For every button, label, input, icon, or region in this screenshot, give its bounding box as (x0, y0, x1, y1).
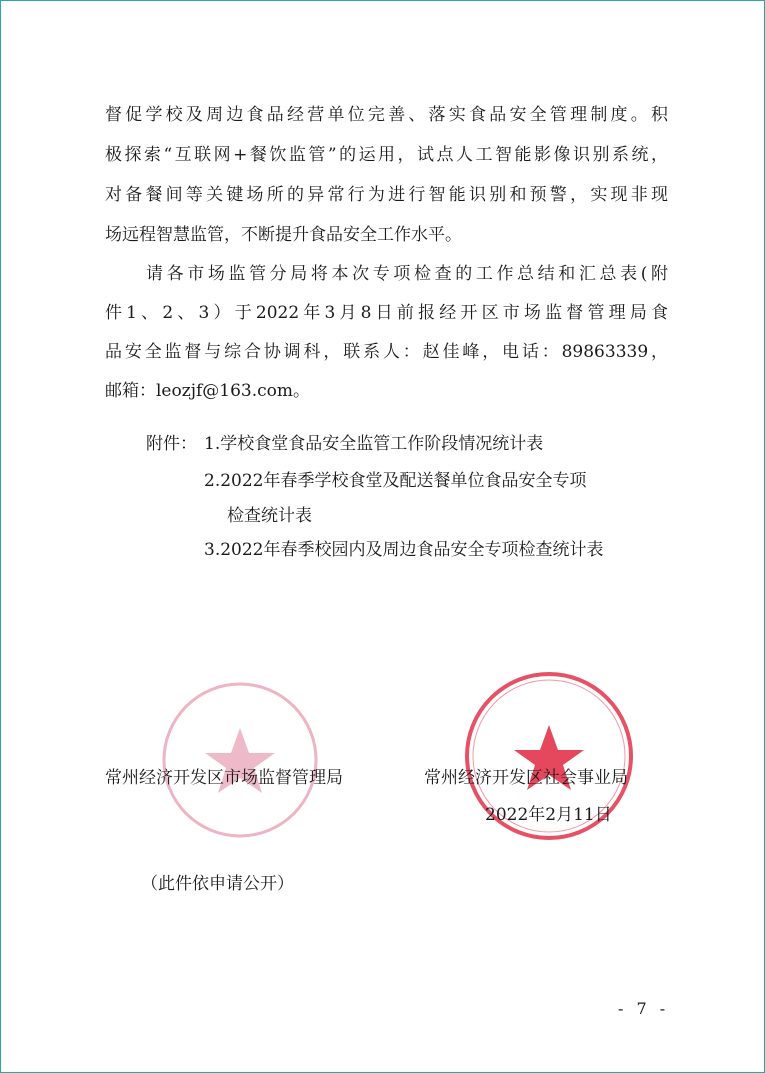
body-line: 邮箱：leozjf@163.com。 (105, 381, 310, 401)
disclosure-note: （此件依申请公开） (141, 874, 294, 894)
left-org-signature: 常州经济开发区市场监督管理局 (105, 768, 343, 788)
attachment-item: 2.2022年春季学校食堂及配送餐单位食品安全专项 (204, 471, 587, 491)
signature-date: 2022年2月11日 (485, 805, 612, 825)
body-line: 请各市场监管分局将本次专项检查的工作总结和汇总表(附 (146, 264, 668, 284)
attachment-item: 3.2022年春季校园内及周边食品安全专项检查统计表 (204, 540, 604, 560)
body-line: 对备餐间等关键场所的异常行为进行智能识别和预警，实现非现 (105, 185, 668, 205)
attachment-item: 1.学校食堂食品安全监管工作阶段情况统计表 (204, 434, 544, 454)
attachment-item: 检查统计表 (227, 506, 312, 526)
right-org-signature: 常州经济开发区社会事业局 (424, 768, 628, 788)
body-line: 品安全监督与综合协调科，联系人：赵佳峰，电话：89863339， (105, 342, 668, 362)
seal-stamp-left (160, 680, 320, 840)
body-line: 场远程智慧监管，不断提升食品安全工作水平。 (105, 225, 462, 245)
page-number: - 7 - (618, 999, 670, 1018)
attachments-label: 附件： (146, 434, 197, 454)
body-line: 件1、2、3）于2022年3月8日前报经开区市场监督管理局食 (105, 303, 668, 323)
body-line: 极探索“互联网+餐饮监管”的运用，试点人工智能影像识别系统， (105, 145, 668, 165)
body-line: 督促学校及周边食品经营单位完善、落实食品安全管理制度。积 (105, 105, 668, 125)
